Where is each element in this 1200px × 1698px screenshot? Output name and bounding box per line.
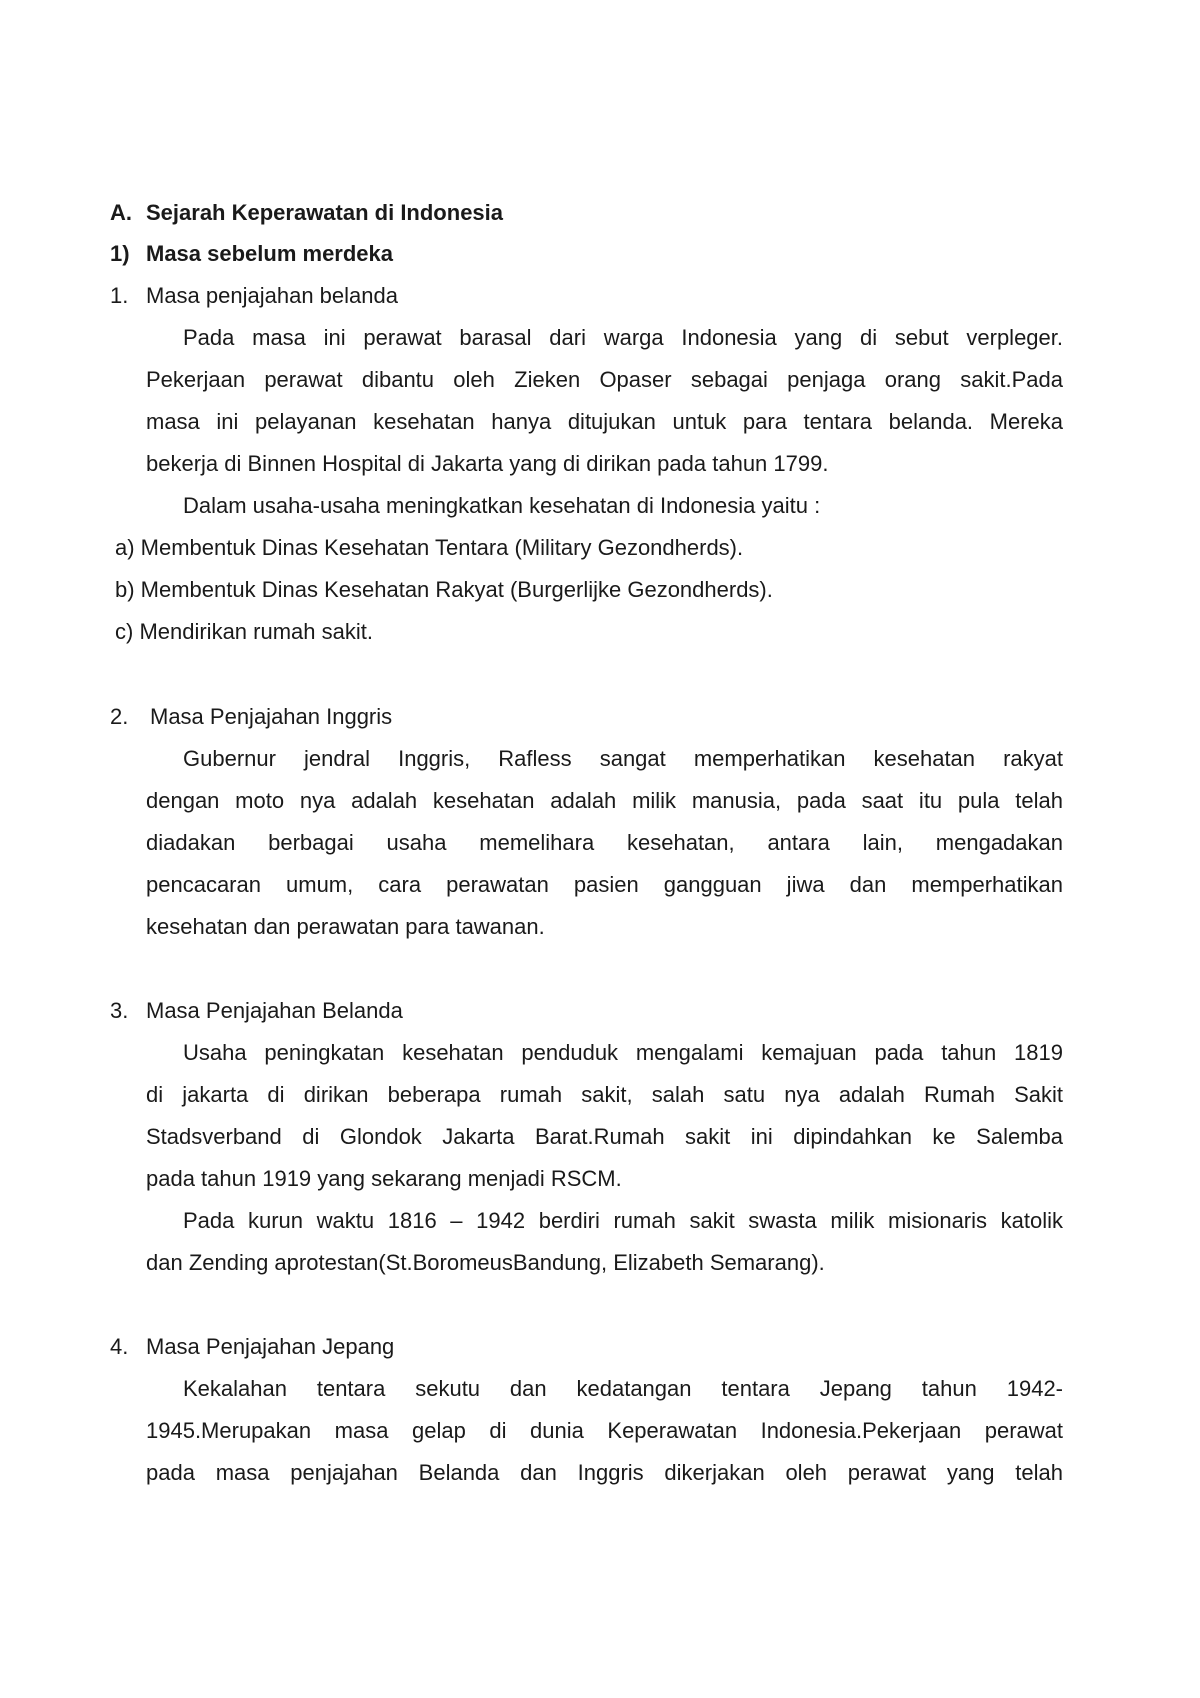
list-item: a) Membentuk Dinas Kesehatan Tentara (Military Gezondherds).: [115, 535, 744, 560]
part3-heading: Masa Penjajahan Belanda: [146, 998, 403, 1023]
paragraph-line: dengan moto nya adalah kesehatan adalah milik manusia, pada saat itu pula telah: [146, 788, 1063, 813]
paragraph-line: dan Zending aprotestan(St.BoromeusBandung, Elizabeth Semarang).: [146, 1250, 825, 1275]
paragraph-line: Pada masa ini perawat barasal dari warga Indonesia yang di sebut verpleger.: [183, 325, 1063, 350]
part2-marker: 2.: [110, 704, 129, 729]
paragraph-line: Dalam usaha-usaha meningkatkan kesehatan di Indonesia yaitu :: [183, 493, 821, 518]
subsection-marker: 1): [110, 241, 130, 266]
paragraph-line: Pekerjaan perawat dibantu oleh Zieken Opaser sebagai penjaga orang sakit.Pada: [146, 367, 1063, 392]
section-title: Sejarah Keperawatan di Indonesia: [146, 200, 504, 225]
part2-heading: Masa Penjajahan Inggris: [150, 704, 393, 729]
part3-marker: 3.: [110, 998, 129, 1023]
paragraph-line: kesehatan dan perawatan para tawanan.: [146, 914, 545, 939]
part1-heading: Masa penjajahan belanda: [146, 283, 398, 308]
subsection-title: Masa sebelum merdeka: [146, 241, 394, 266]
paragraph-line: Gubernur jendral Inggris, Rafless sangat memperhatikan kesehatan rakyat: [183, 746, 1063, 771]
paragraph-line: 1945.Merupakan masa gelap di dunia Keperawatan Indonesia.Pekerjaan perawat: [146, 1418, 1063, 1443]
part1-marker: 1.: [110, 283, 129, 308]
paragraph-line: Kekalahan tentara sekutu dan kedatangan tentara Jepang tahun 1942-: [183, 1376, 1063, 1401]
list-item: c) Mendirikan rumah sakit.: [115, 619, 373, 644]
paragraph-line: Stadsverband di Glondok Jakarta Barat.Rumah sakit ini dipindahkan ke Salemba: [146, 1124, 1063, 1149]
paragraph-line: pada tahun 1919 yang sekarang menjadi RSCM.: [146, 1166, 622, 1191]
section-marker: A.: [110, 200, 132, 225]
paragraph-line: masa ini pelayanan kesehatan hanya ditujukan untuk para tentara belanda. Mereka: [146, 409, 1063, 434]
paragraph-line: diadakan berbagai usaha memelihara kesehatan, antara lain, mengadakan: [146, 830, 1063, 855]
paragraph-line: bekerja di Binnen Hospital di Jakarta yang di dirikan pada tahun 1799.: [146, 451, 829, 476]
paragraph-line: pencacaran umum, cara perawatan pasien gangguan jiwa dan memperhatikan: [146, 872, 1063, 897]
paragraph-line: pada masa penjajahan Belanda dan Inggris dikerjakan oleh perawat yang telah: [146, 1460, 1063, 1485]
part4-heading: Masa Penjajahan Jepang: [146, 1334, 395, 1359]
part4-marker: 4.: [110, 1334, 129, 1359]
paragraph-line: di jakarta di dirikan beberapa rumah sakit, salah satu nya adalah Rumah Sakit: [146, 1082, 1063, 1107]
paragraph-line: Usaha peningkatan kesehatan penduduk mengalami kemajuan pada tahun 1819: [183, 1040, 1063, 1065]
list-item: b) Membentuk Dinas Kesehatan Rakyat (Burgerlijke Gezondherds).: [115, 577, 773, 602]
paragraph-line: Pada kurun waktu 1816 – 1942 berdiri rumah sakit swasta milik misionaris katolik: [183, 1208, 1063, 1233]
